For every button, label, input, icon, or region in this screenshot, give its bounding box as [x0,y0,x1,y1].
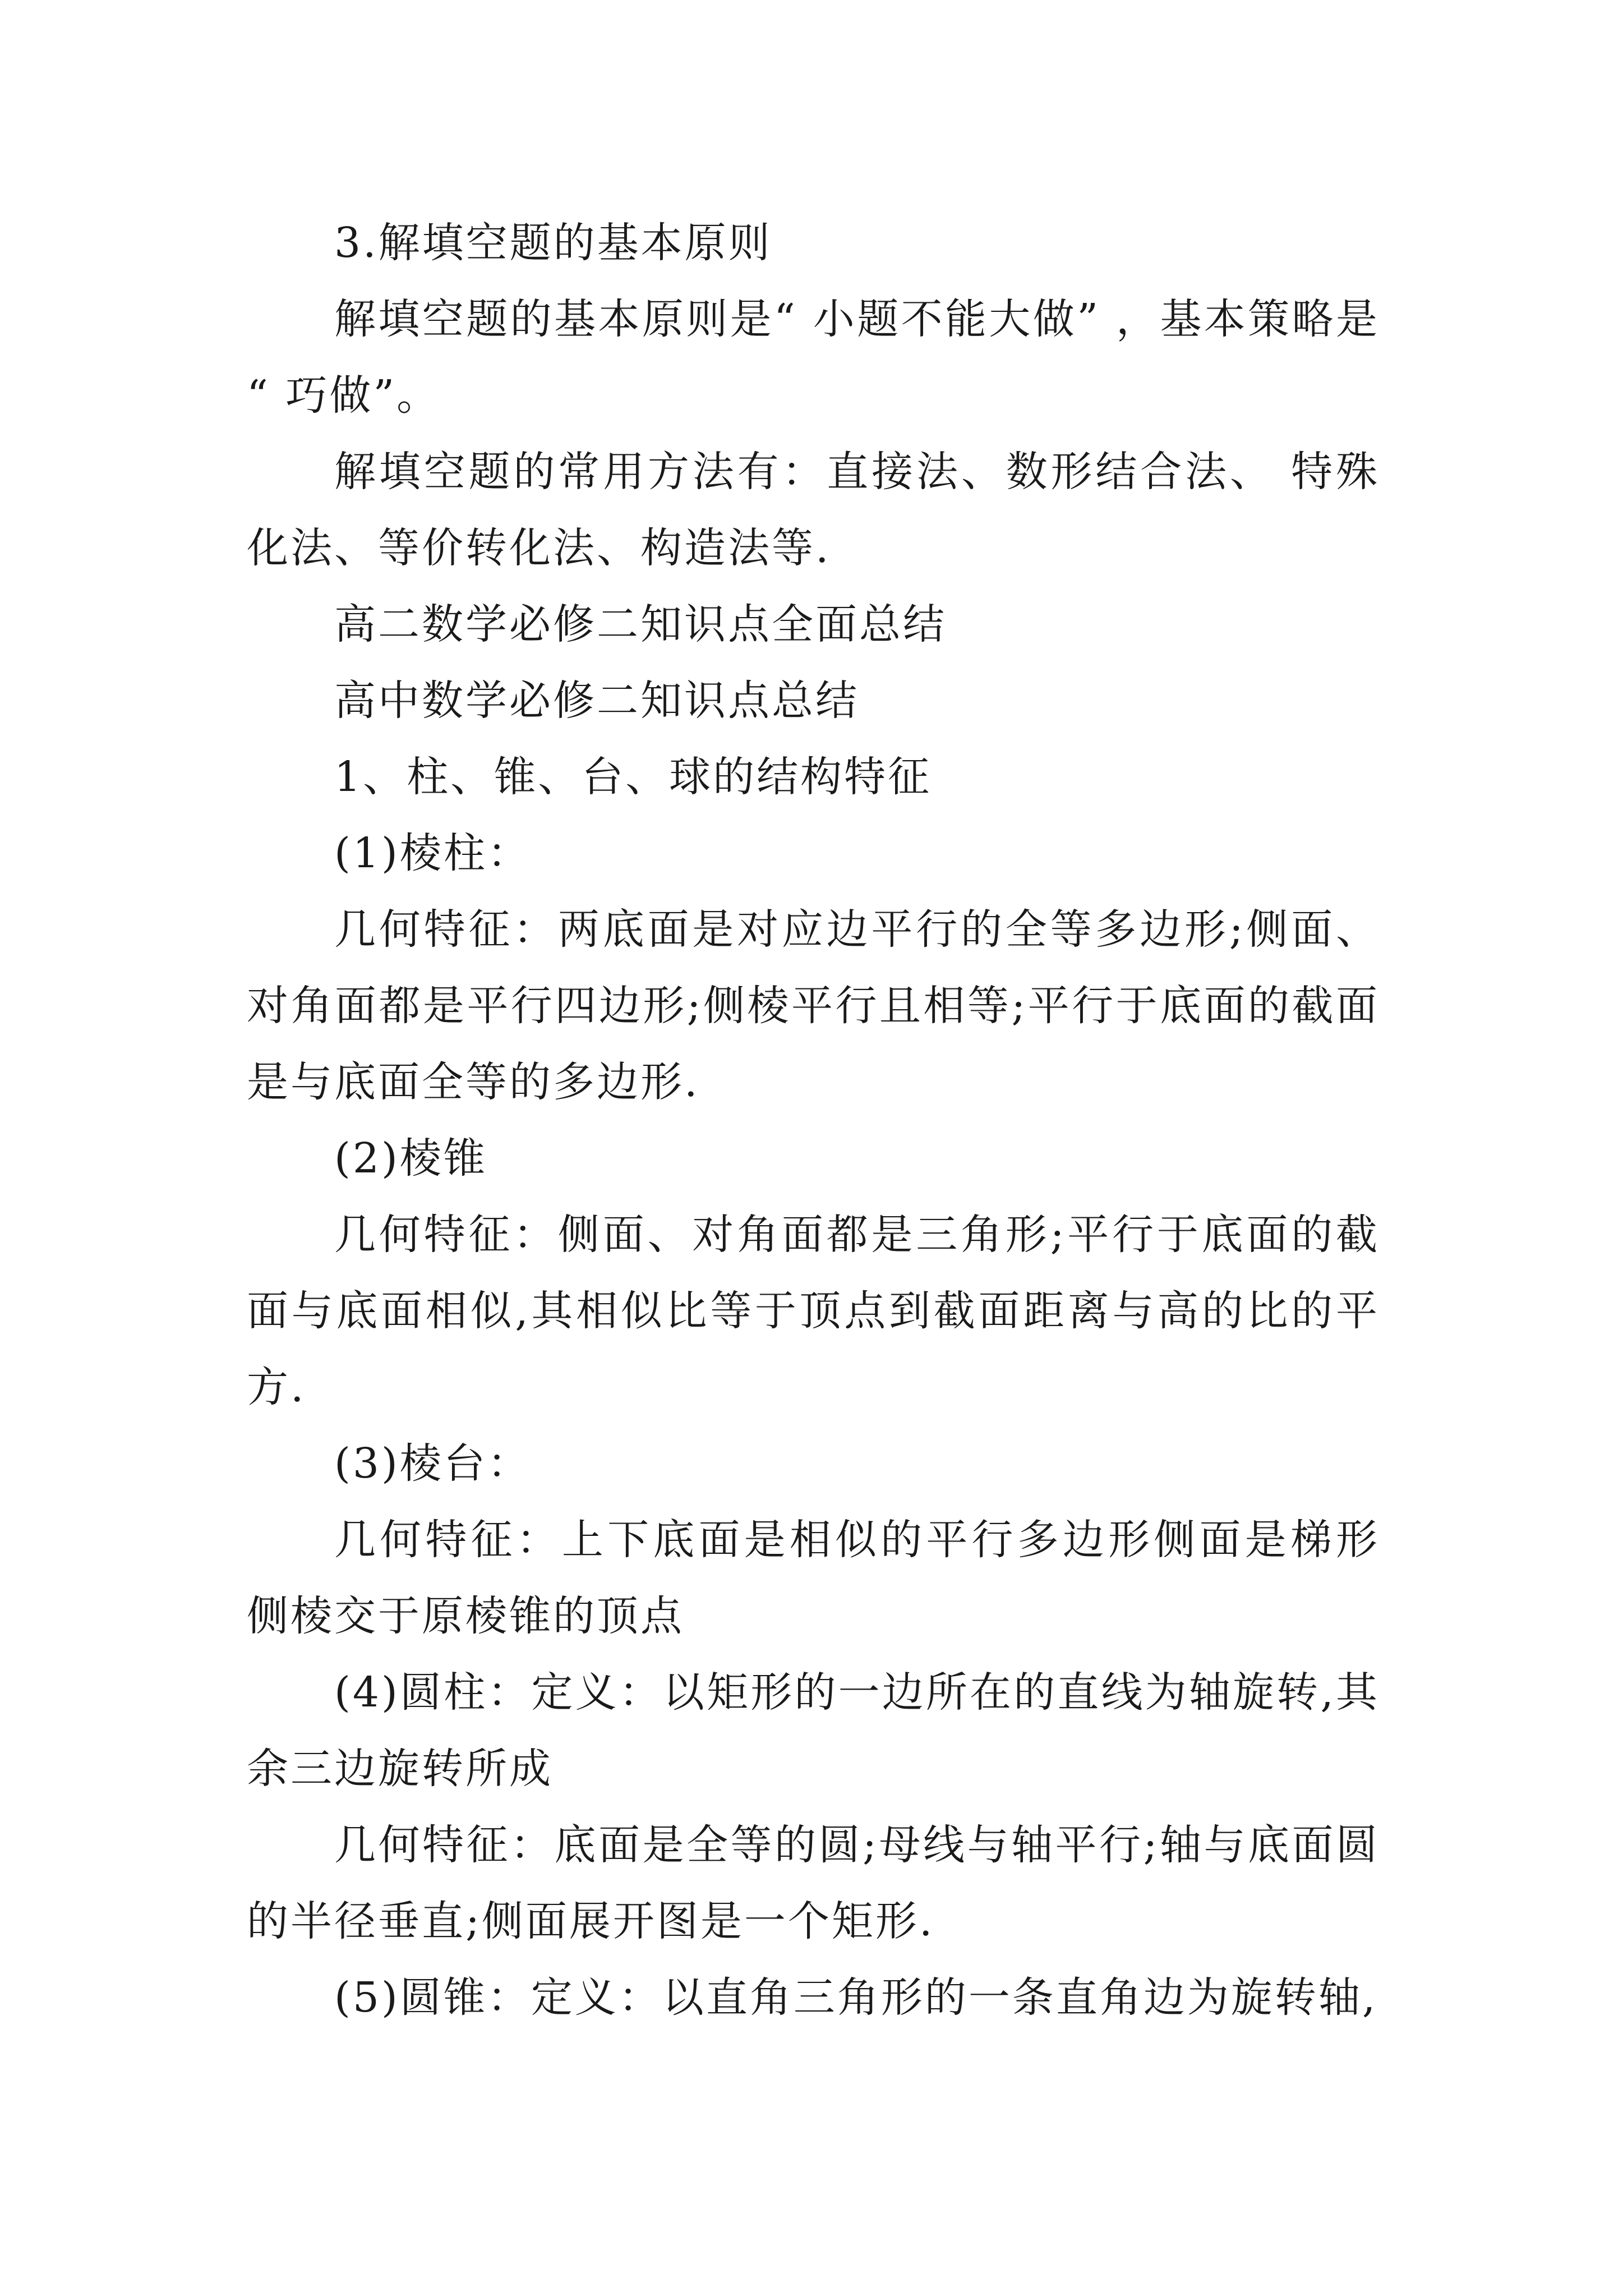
paragraph: 解填空题的基本原则是“ 小题不能大做” ，基本策略是 “ 巧做”。 [247,295,1380,420]
paragraph: (1)棱柱： [334,829,531,877]
paragraph: (2)棱锥 [334,1134,487,1182]
paragraph: 1、柱、锥、台、球的结构特征 [334,753,932,801]
paragraph: (3)棱台： [334,1439,531,1488]
paragraph: 3.解填空题的基本原则 [334,219,772,267]
paragraph: (5)圆锥：定义：以直角三角形的一条直角边为旋转轴, [334,1973,1378,2022]
paragraph: 高二数学必修二知识点全面总结 [334,600,947,648]
paragraph: (4)圆柱：定义：以矩形的一边所在的直线为轴旋转,其余三边旋转所成 [247,1668,1380,1793]
paragraph: 几何特征：侧面、对角面都是三角形;平行于底面的截面与底面相似,其相似比等于顶点到截面距离与高的比的平方. [247,1211,1380,1411]
document-body [247,205,1380,2036]
paragraph: 几何特征：上下底面是相似的平行多边形侧面是梯形侧棱交于原棱锥的顶点 [247,1516,1380,1640]
paragraph: 几何特征：两底面是对应边平行的全等多边形;侧面、对角面都是平行四边形;侧棱平行且相等;平行于底面的截面是与底面全等的多边形. [247,905,1380,1106]
paragraph: 解填空题的常用方法有：直接法、数形结合法、 特殊化法、等价转化法、构造法等. [247,448,1380,572]
paragraph: 高中数学必修二知识点总结 [334,677,859,725]
paragraph: 几何特征：底面是全等的圆;母线与轴平行;轴与底面圆的半径垂直;侧面展开图是一个矩形. [247,1821,1380,1945]
